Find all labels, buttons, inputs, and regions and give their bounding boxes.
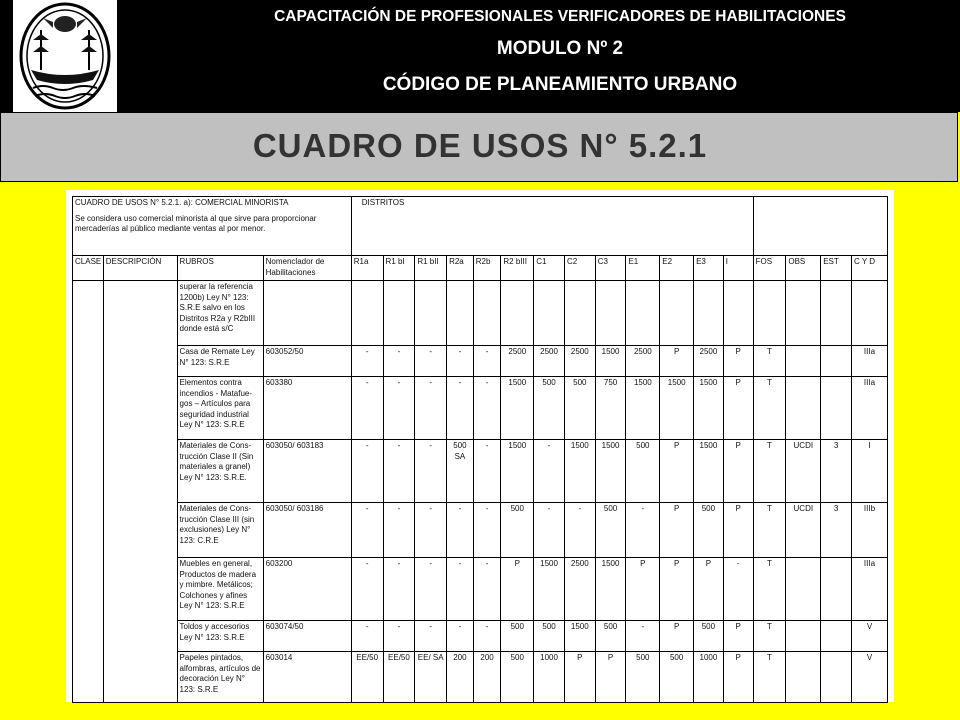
- rubro-cell: Toldos y accesorios Ley N° 123: S.R.E: [177, 621, 263, 652]
- value-cell: P: [660, 621, 694, 652]
- value-cell: -: [447, 558, 474, 621]
- value-cell: 3: [821, 503, 852, 558]
- value-cell: -: [383, 621, 415, 652]
- value-cell: -: [415, 558, 447, 621]
- column-header: C1: [534, 256, 565, 281]
- value-cell: P: [723, 621, 753, 652]
- value-cell: [821, 281, 852, 346]
- nomenclador-cell: 603074/50: [263, 621, 351, 652]
- value-cell: P: [723, 346, 753, 377]
- value-cell: P: [723, 440, 753, 503]
- value-cell: IIIb: [851, 503, 887, 558]
- rubro-cell: Elementos contra incendios - Matafue-gos – Artículos para seguridad industrial Ley N° 123: S.R.E: [177, 377, 263, 440]
- nomenclador-cell: [263, 281, 351, 346]
- value-cell: IIIa: [851, 346, 887, 377]
- value-cell: -: [383, 346, 415, 377]
- rubro-cell: Materiales de Cons-trucción Clase III (sin exclusiones) Ley N° 123: C.R.E: [177, 503, 263, 558]
- value-cell: 2500: [564, 558, 595, 621]
- column-header-row: [73, 256, 888, 281]
- column-header: I: [723, 256, 753, 281]
- value-cell: -: [415, 346, 447, 377]
- value-cell: 1500: [595, 346, 626, 377]
- value-cell: -: [447, 503, 474, 558]
- value-cell: 500: [534, 377, 565, 440]
- usos-table: [72, 196, 888, 703]
- column-header: R1 bII: [415, 256, 447, 281]
- column-header: E3: [694, 256, 724, 281]
- value-cell: -: [351, 440, 383, 503]
- value-cell: [786, 652, 821, 703]
- column-header: EST: [821, 256, 852, 281]
- value-cell: P: [660, 503, 694, 558]
- value-cell: [595, 281, 626, 346]
- usos-sheet: [66, 190, 894, 702]
- table-row: [73, 281, 888, 346]
- column-header: C Y D: [851, 256, 887, 281]
- value-cell: 750: [595, 377, 626, 440]
- clase-cell: [73, 281, 104, 703]
- value-cell: [821, 377, 852, 440]
- page-title: CUADRO DE USOS N° 5.2.1: [252, 127, 708, 164]
- value-cell: -: [473, 440, 501, 503]
- value-cell: 1500: [694, 377, 724, 440]
- rubro-cell: superar la referencia 1200b) Ley N° 123: S.R.E salvo en los Distritos R2a y R2bIII donde está s/C: [177, 281, 263, 346]
- value-cell: 2500: [564, 346, 595, 377]
- value-cell: [786, 346, 821, 377]
- value-cell: P: [660, 346, 694, 377]
- column-header: DESCRIPCIÓN: [103, 256, 177, 281]
- value-cell: 1500: [534, 558, 565, 621]
- distritos-header: [351, 197, 753, 256]
- value-cell: P: [723, 503, 753, 558]
- value-cell: UCDI: [786, 440, 821, 503]
- intro-cell: [73, 197, 352, 256]
- value-cell: T: [753, 503, 786, 558]
- value-cell: 2500: [534, 346, 565, 377]
- value-cell: [786, 377, 821, 440]
- nomenclador-cell: 603200: [263, 558, 351, 621]
- value-cell: UCDI: [786, 503, 821, 558]
- value-cell: -: [473, 558, 501, 621]
- value-cell: 1000: [534, 652, 565, 703]
- value-cell: P: [501, 558, 534, 621]
- nomenclador-cell: 603380: [263, 377, 351, 440]
- value-cell: [821, 652, 852, 703]
- column-header: RUBROS: [177, 256, 263, 281]
- value-cell: -: [473, 377, 501, 440]
- value-cell: P: [595, 652, 626, 703]
- column-header: Nomenclador de Habilitaciones: [263, 256, 351, 281]
- column-header: C2: [564, 256, 595, 281]
- course-title: CAPACITACIÓN DE PROFESIONALES VERIFICADORES DE HABILITACIONES: [274, 8, 846, 25]
- value-cell: 500: [534, 621, 565, 652]
- intro-right-cell: [753, 197, 887, 256]
- value-cell: [821, 621, 852, 652]
- value-cell: 1500: [595, 558, 626, 621]
- nomenclador-cell: 603052/50: [263, 346, 351, 377]
- value-cell: -: [383, 503, 415, 558]
- value-cell: P: [564, 652, 595, 703]
- value-cell: V: [851, 652, 887, 703]
- value-cell: [786, 621, 821, 652]
- column-header: E2: [660, 256, 694, 281]
- value-cell: -: [415, 621, 447, 652]
- value-cell: [660, 281, 694, 346]
- code-title: CÓDIGO DE PLANEAMIENTO URBANO: [382, 74, 738, 95]
- value-cell: 2500: [694, 346, 724, 377]
- value-cell: [415, 281, 447, 346]
- column-header: E1: [626, 256, 660, 281]
- intro-title: CUADRO DE USOS N° 5.2.1. a): COMERCIAL MINORISTA: [75, 198, 289, 207]
- table-row: [73, 346, 888, 377]
- value-cell: 2500: [626, 346, 660, 377]
- value-cell: [723, 281, 753, 346]
- value-cell: [786, 281, 821, 346]
- value-cell: [501, 281, 534, 346]
- value-cell: [564, 281, 595, 346]
- value-cell: 1500: [626, 377, 660, 440]
- value-cell: 500 SA: [447, 440, 474, 503]
- value-cell: 500: [660, 652, 694, 703]
- value-cell: 200: [447, 652, 474, 703]
- value-cell: T: [753, 652, 786, 703]
- value-cell: -: [473, 503, 501, 558]
- value-cell: T: [753, 558, 786, 621]
- value-cell: -: [447, 377, 474, 440]
- value-cell: -: [351, 503, 383, 558]
- value-cell: P: [694, 558, 724, 621]
- value-cell: EE/50: [351, 652, 383, 703]
- value-cell: [447, 281, 474, 346]
- value-cell: [786, 558, 821, 621]
- value-cell: -: [447, 621, 474, 652]
- value-cell: [821, 346, 852, 377]
- value-cell: -: [351, 346, 383, 377]
- value-cell: 500: [501, 621, 534, 652]
- value-cell: [351, 281, 383, 346]
- rubro-cell: Muebles en general, Productos de madera y mimbre. Metálicos; Colchones y afines Ley N° 123: S.R.E: [177, 558, 263, 621]
- value-cell: 500: [694, 621, 724, 652]
- column-header: OBS: [786, 256, 821, 281]
- value-cell: P: [660, 558, 694, 621]
- value-cell: 2500: [501, 346, 534, 377]
- distritos-label: DISTRITOS: [361, 198, 405, 207]
- value-cell: 500: [626, 440, 660, 503]
- value-cell: 1000: [694, 652, 724, 703]
- value-cell: -: [415, 440, 447, 503]
- value-cell: -: [534, 503, 565, 558]
- column-header: C3: [595, 256, 626, 281]
- value-cell: [753, 281, 786, 346]
- nomenclador-cell: 603050/ 603186: [263, 503, 351, 558]
- value-cell: -: [473, 621, 501, 652]
- value-cell: 500: [626, 652, 660, 703]
- value-cell: -: [351, 621, 383, 652]
- value-cell: -: [447, 346, 474, 377]
- nomenclador-cell: 603014: [263, 652, 351, 703]
- value-cell: 1500: [694, 440, 724, 503]
- value-cell: T: [753, 621, 786, 652]
- value-cell: P: [723, 652, 753, 703]
- table-row: [73, 440, 888, 503]
- value-cell: [626, 281, 660, 346]
- column-header: FOS: [753, 256, 786, 281]
- value-cell: -: [383, 558, 415, 621]
- column-header: R2 bIII: [501, 256, 534, 281]
- column-header: R2b: [473, 256, 501, 281]
- table-row: [73, 621, 888, 652]
- value-cell: 1500: [501, 440, 534, 503]
- table-row: [73, 558, 888, 621]
- value-cell: -: [564, 503, 595, 558]
- value-cell: [821, 558, 852, 621]
- value-cell: 1500: [564, 621, 595, 652]
- value-cell: 200: [473, 652, 501, 703]
- value-cell: 500: [694, 503, 724, 558]
- value-cell: T: [753, 440, 786, 503]
- value-cell: [851, 281, 887, 346]
- nomenclador-cell: 603050/ 603183: [263, 440, 351, 503]
- rubro-cell: Papeles pintados, alfombras, artículos de decoración Ley N° 123: S.R.E: [177, 652, 263, 703]
- value-cell: -: [383, 377, 415, 440]
- column-header: R1a: [351, 256, 383, 281]
- city-seal-logo: [13, 0, 117, 112]
- value-cell: -: [383, 440, 415, 503]
- column-header: CLASE: [73, 256, 104, 281]
- value-cell: 500: [595, 621, 626, 652]
- value-cell: [694, 281, 724, 346]
- ship-seal-icon: [13, 0, 117, 112]
- value-cell: 500: [564, 377, 595, 440]
- value-cell: -: [415, 377, 447, 440]
- value-cell: 500: [501, 503, 534, 558]
- value-cell: EE/50: [383, 652, 415, 703]
- value-cell: -: [415, 503, 447, 558]
- table-row: [73, 652, 888, 703]
- value-cell: -: [351, 558, 383, 621]
- value-cell: V: [851, 621, 887, 652]
- value-cell: [534, 281, 565, 346]
- value-cell: -: [626, 503, 660, 558]
- column-header: R2a: [447, 256, 474, 281]
- value-cell: I: [851, 440, 887, 503]
- value-cell: -: [626, 621, 660, 652]
- table-row: [73, 503, 888, 558]
- value-cell: EE/ SA: [415, 652, 447, 703]
- value-cell: IIIa: [851, 377, 887, 440]
- value-cell: 1500: [564, 440, 595, 503]
- value-cell: 1500: [660, 377, 694, 440]
- value-cell: -: [534, 440, 565, 503]
- rubro-cell: Casa de Remate Ley N° 123: S.R.E: [177, 346, 263, 377]
- value-cell: -: [351, 377, 383, 440]
- descripcion-cell: [103, 281, 177, 703]
- value-cell: 1500: [595, 440, 626, 503]
- value-cell: 3: [821, 440, 852, 503]
- column-header: R1 bI: [383, 256, 415, 281]
- value-cell: 500: [501, 652, 534, 703]
- value-cell: P: [626, 558, 660, 621]
- value-cell: [473, 281, 501, 346]
- value-cell: 1500: [501, 377, 534, 440]
- value-cell: 500: [595, 503, 626, 558]
- rubro-cell: Materiales de Cons-trucción Clase II (Sin materiales a granel) Ley N° 123: S.R.E.: [177, 440, 263, 503]
- value-cell: [383, 281, 415, 346]
- value-cell: T: [753, 377, 786, 440]
- value-cell: IIIa: [851, 558, 887, 621]
- value-cell: -: [473, 346, 501, 377]
- intro-text: Se considera uso comercial minorista al que sirve para proporcionar mercaderías al público mediante ventas al por menor.: [75, 213, 317, 233]
- value-cell: P: [723, 377, 753, 440]
- value-cell: -: [723, 558, 753, 621]
- value-cell: T: [753, 346, 786, 377]
- value-cell: P: [660, 440, 694, 503]
- table-row: [73, 377, 888, 440]
- module-title: MODULO Nº 2: [496, 38, 624, 59]
- header-bar: [0, 0, 960, 112]
